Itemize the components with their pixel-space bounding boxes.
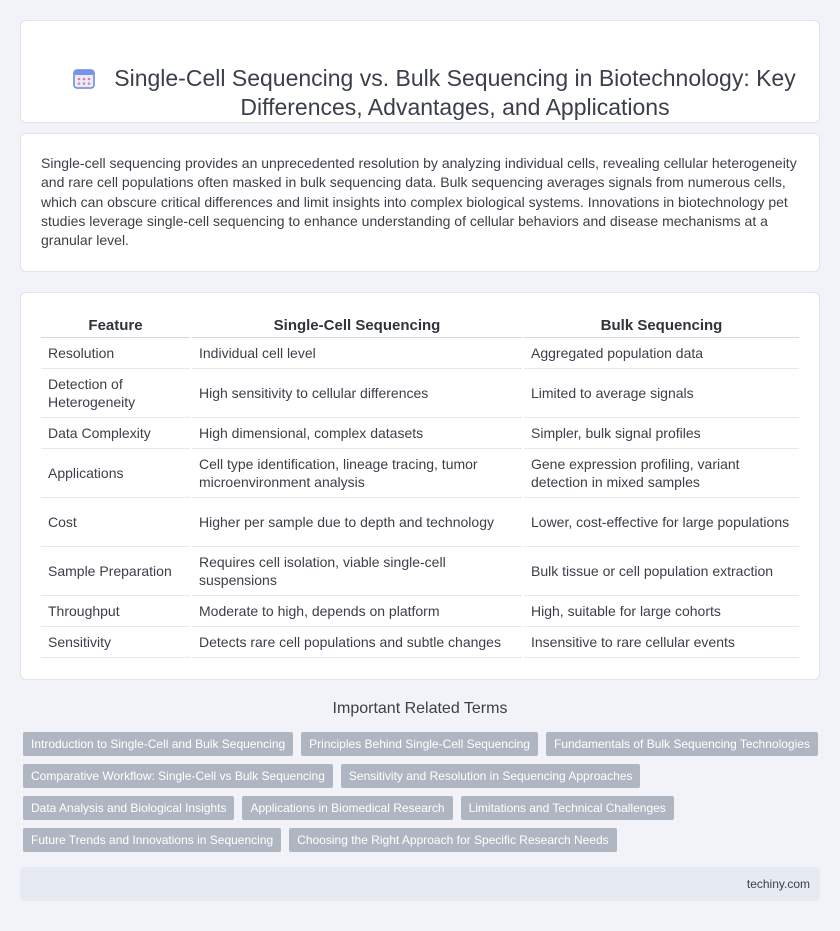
related-terms-row (23, 732, 818, 756)
table-row (41, 497, 799, 546)
table-row (41, 448, 799, 497)
bulk-cell: Lower, cost-effective for large populations (523, 497, 799, 546)
bulk-cell: Aggregated population data (523, 337, 799, 368)
single-cell-cell: High sensitivity to cellular differences (191, 368, 523, 417)
single-cell-cell: Cell type identification, lineage tracing, tumor microenvironment analysis (191, 448, 523, 497)
related-term-tag[interactable]: Sensitivity and Resolution in Sequencing Approaches (341, 764, 641, 788)
related-terms-title: Important Related Terms (332, 700, 508, 717)
single-cell-cell: High dimensional, complex datasets (191, 417, 523, 448)
single-cell-cell: Detects rare cell populations and subtle changes (191, 626, 523, 657)
bulk-cell: Gene expression profiling, variant detection in mixed samples (523, 448, 799, 497)
related-term-tag[interactable]: Applications in Biomedical Research (242, 796, 452, 820)
bulk-cell: Bulk tissue or cell population extraction (523, 546, 799, 595)
single-cell-cell: Requires cell isolation, viable single-cell suspensions (191, 546, 523, 595)
feature-cell: Sensitivity (41, 626, 191, 657)
table-row (41, 546, 799, 595)
header-bulk: Bulk Sequencing (523, 315, 799, 337)
related-term-tag[interactable]: Data Analysis and Biological Insights (23, 796, 234, 820)
related-term-tag[interactable]: Principles Behind Single-Cell Sequencing (301, 732, 538, 756)
related-term-tag[interactable]: Introduction to Single-Cell and Bulk Sequencing (23, 732, 293, 756)
feature-cell: Detection of Heterogeneity (41, 368, 191, 417)
table-row (41, 417, 799, 448)
related-term-tag[interactable]: Limitations and Technical Challenges (461, 796, 674, 820)
feature-cell: Data Complexity (41, 417, 191, 448)
single-cell-cell: Higher per sample due to depth and technology (191, 497, 523, 546)
bulk-cell: Simpler, bulk signal profiles (523, 417, 799, 448)
table-row (41, 368, 799, 417)
feature-cell: Applications (41, 448, 191, 497)
table-row (41, 595, 799, 626)
feature-cell: Cost (41, 497, 191, 546)
related-terms-row (23, 764, 640, 788)
related-terms-row (23, 796, 674, 820)
comparison-table-card (20, 292, 820, 680)
single-cell-cell: Moderate to high, depends on platform (191, 595, 523, 626)
related-terms-row (23, 828, 617, 852)
related-term-tag[interactable]: Fundamentals of Bulk Sequencing Technologies (546, 732, 818, 756)
bulk-cell: Limited to average signals (523, 368, 799, 417)
table-row (41, 626, 799, 657)
footer-site[interactable]: techiny.com (746, 877, 810, 891)
header-single-cell: Single-Cell Sequencing (191, 315, 523, 337)
calendar-icon (73, 67, 95, 89)
single-cell-cell: Individual cell level (191, 337, 523, 368)
feature-cell: Throughput (41, 595, 191, 626)
feature-cell: Resolution (41, 337, 191, 368)
related-term-tag[interactable]: Choosing the Right Approach for Specific Research Needs (289, 828, 617, 852)
intro-card (20, 133, 820, 272)
feature-cell: Sample Preparation (41, 546, 191, 595)
page-title: Single-Cell Sequencing vs. Bulk Sequencing in Biotechnology: Key Differences, Advantages, and Applications (114, 65, 796, 120)
related-term-tag[interactable]: Comparative Workflow: Single-Cell vs Bulk Sequencing (23, 764, 333, 788)
table-row (41, 337, 799, 368)
header-feature: Feature (41, 315, 191, 337)
related-term-tag[interactable]: Future Trends and Innovations in Sequencing (23, 828, 281, 852)
footer (20, 867, 820, 901)
intro-paragraph: Single-cell sequencing provides an unprecedented resolution by analyzing individual cells, revealing cellular heterogeneity and rare cell populations often masked in bulk sequencing data. Bulk sequencing averages signals from numerous cells, which can obscure critical differences and limit insights into complex biological systems. Innovations in biotechnology pet studies leverage single-cell sequencing to enhance understanding of cellular behaviors and disease mechanisms at a granular level. (41, 155, 797, 249)
bulk-cell: High, suitable for large cohorts (523, 595, 799, 626)
table-header-row (41, 315, 799, 337)
bulk-cell: Insensitive to rare cellular events (523, 626, 799, 657)
comparison-table (41, 315, 799, 658)
title-card (20, 20, 820, 123)
